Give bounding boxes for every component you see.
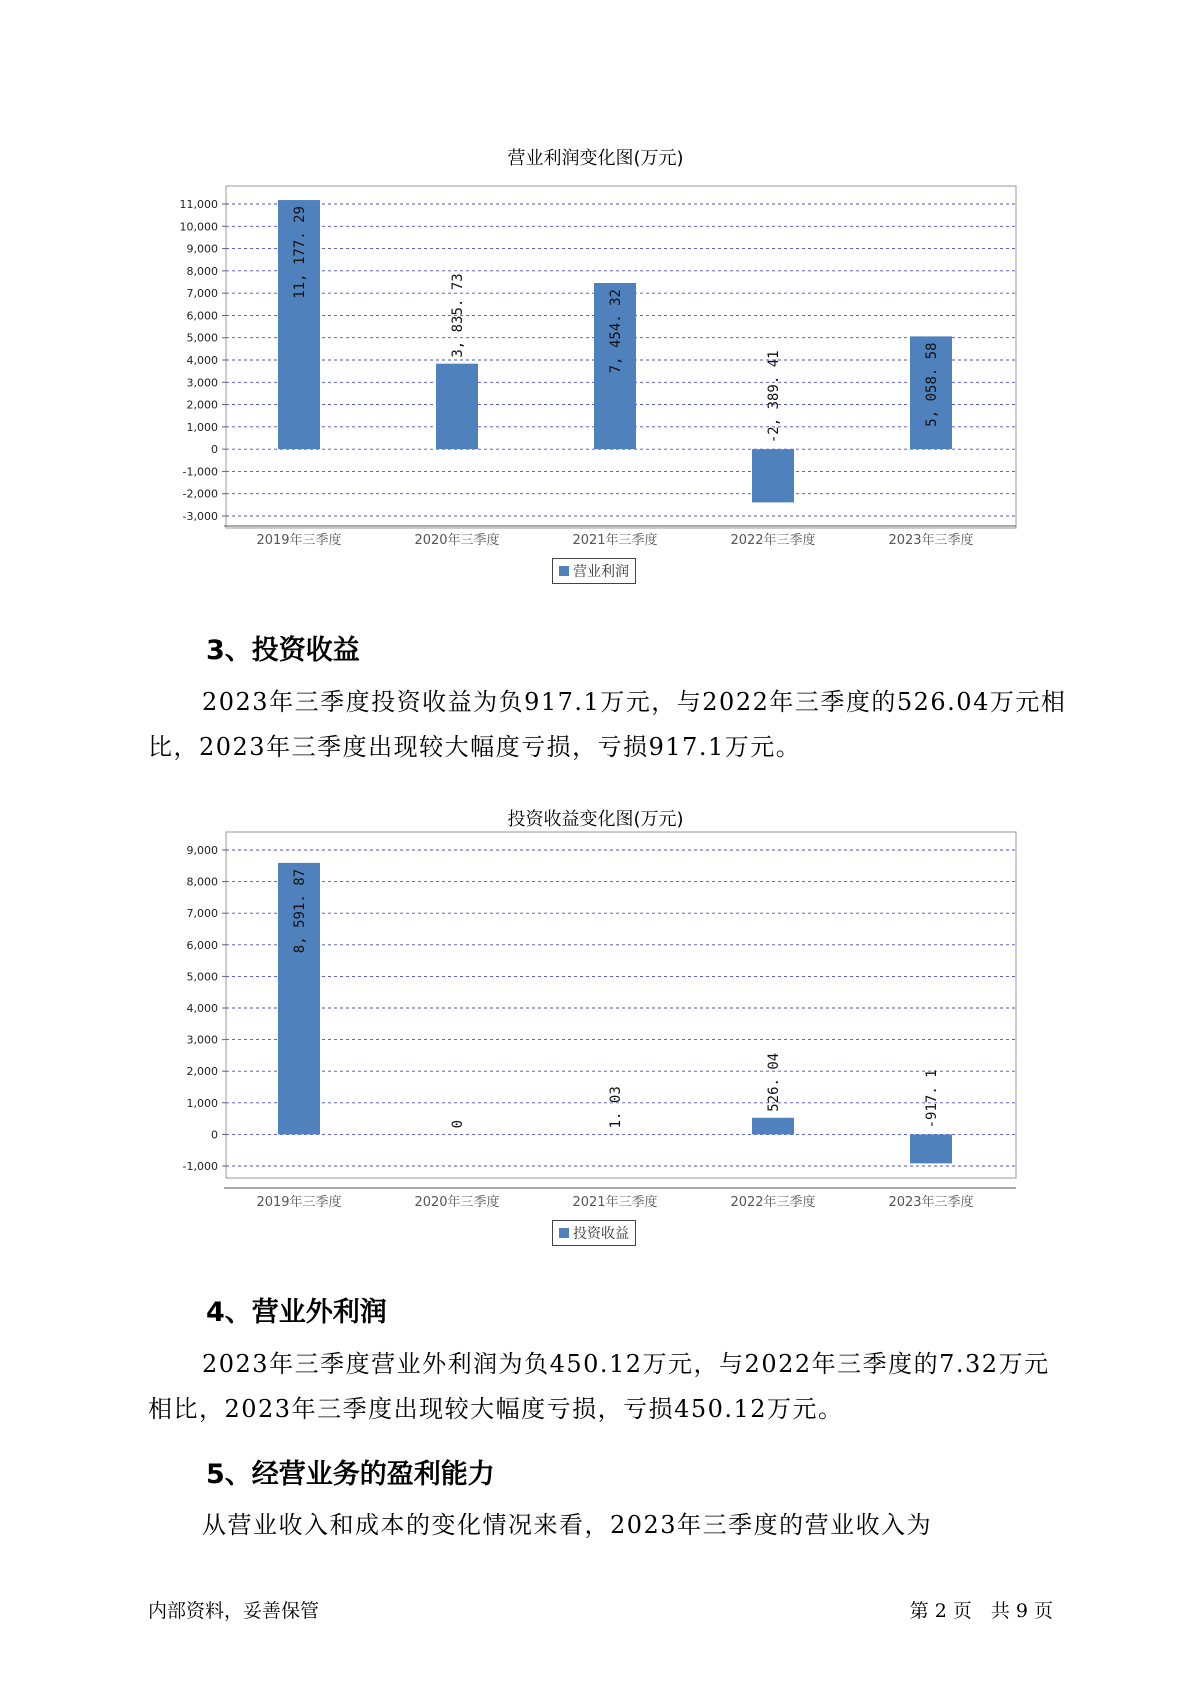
y-tick-label: 3,000	[186, 1033, 218, 1047]
data-label-1: 0	[450, 1119, 466, 1129]
bar-3	[752, 1118, 794, 1135]
category-label-3: 2022年三季度	[730, 1195, 816, 1210]
chart1-legend-label: 营业利润	[573, 564, 629, 580]
legend-swatch	[559, 566, 569, 576]
section-3-heading: 3、投资收益	[206, 635, 360, 666]
category-label-2: 2021年三季度	[572, 533, 658, 548]
y-tick-label: 10,000	[179, 220, 218, 234]
chart1-legend	[552, 558, 636, 584]
y-tick-label: 5,000	[186, 331, 218, 345]
y-tick-label: 9,000	[186, 844, 218, 857]
data-label-4: 5, 058. 58	[924, 342, 940, 427]
footer-right: 第 2 页 共 9 页	[909, 1600, 1053, 1622]
section-4-heading: 4、营业外利润	[206, 1297, 387, 1328]
operating-profit-chart	[0, 170, 1191, 548]
data-label-0: 11, 177. 29	[292, 206, 308, 299]
data-label-1: 3, 835. 73	[450, 273, 466, 358]
bar-1	[436, 364, 478, 449]
data-label-2: 7, 454. 32	[608, 289, 624, 374]
category-label-0: 2019年三季度	[256, 533, 342, 548]
y-tick-label: 3,000	[186, 376, 218, 390]
y-tick-label: -1,000	[182, 1160, 218, 1173]
y-tick-label: 11,000	[179, 198, 218, 211]
investment-income-chart	[0, 832, 1191, 1210]
data-label-3: -2, 389. 41	[766, 350, 782, 444]
section-5-text: 从营业收入和成本的变化情况来看，2023年三季度的营业收入为	[202, 1511, 933, 1539]
chart1-title: 营业利润变化图(万元)	[507, 148, 684, 169]
data-label-4: -917. 1	[924, 1069, 940, 1129]
chart2-legend	[552, 1220, 636, 1246]
y-tick-label: 6,000	[186, 309, 218, 323]
y-tick-label: 7,000	[186, 287, 218, 301]
bar-4	[910, 1134, 952, 1163]
y-tick-label: 8,000	[186, 875, 218, 889]
category-label-1: 2020年三季度	[414, 533, 500, 548]
section-4-text: 2023年三季度营业外利润为负450.12万元，与2022年三季度的7.32万元相比，2023年三季度出现较大幅度亏损，亏损450.12万元。	[148, 1350, 1050, 1423]
chart2-legend-label: 投资收益	[573, 1226, 629, 1242]
y-tick-label: 0	[211, 443, 218, 457]
data-label-0: 8, 591. 87	[292, 868, 308, 954]
chart2-title: 投资收益变化图(万元)	[507, 809, 684, 830]
y-tick-label: 1,000	[186, 1096, 218, 1110]
data-label-2: 1. 03	[608, 1086, 624, 1129]
y-tick-label: 2,000	[186, 1065, 218, 1079]
y-tick-label: 8,000	[186, 264, 218, 278]
legend-swatch	[559, 1228, 569, 1238]
y-tick-label: 2,000	[186, 398, 218, 412]
category-label-1: 2020年三季度	[414, 1195, 500, 1210]
y-tick-label: 6,000	[186, 938, 218, 952]
section-5-heading: 5、经营业务的盈利能力	[206, 1459, 495, 1490]
y-tick-label: 4,000	[186, 1002, 218, 1015]
y-tick-label: -1,000	[182, 465, 218, 479]
category-label-0: 2019年三季度	[256, 1195, 342, 1210]
y-tick-label: 1,000	[186, 420, 218, 434]
data-label-3: 526. 04	[766, 1052, 782, 1112]
bar-3	[752, 449, 794, 502]
y-tick-label: 9,000	[186, 242, 218, 256]
category-label-3: 2022年三季度	[730, 533, 816, 548]
footer-left: 内部资料，妥善保管	[148, 1600, 320, 1622]
y-tick-label: -3,000	[182, 510, 218, 523]
y-tick-label: 5,000	[186, 970, 218, 984]
y-tick-label: 4,000	[186, 354, 218, 367]
category-label-4: 2023年三季度	[888, 533, 974, 548]
section-3-text: 2023年三季度投资收益为负917.1万元，与2022年三季度的526.04万元相比，2023年三季度出现较大幅度亏损，亏损917.1万元。	[148, 688, 1067, 761]
y-tick-label: 0	[211, 1128, 218, 1142]
category-label-2: 2021年三季度	[572, 1195, 658, 1210]
y-tick-label: 7,000	[186, 907, 218, 921]
category-label-4: 2023年三季度	[888, 1195, 974, 1210]
y-tick-label: -2,000	[182, 487, 218, 501]
